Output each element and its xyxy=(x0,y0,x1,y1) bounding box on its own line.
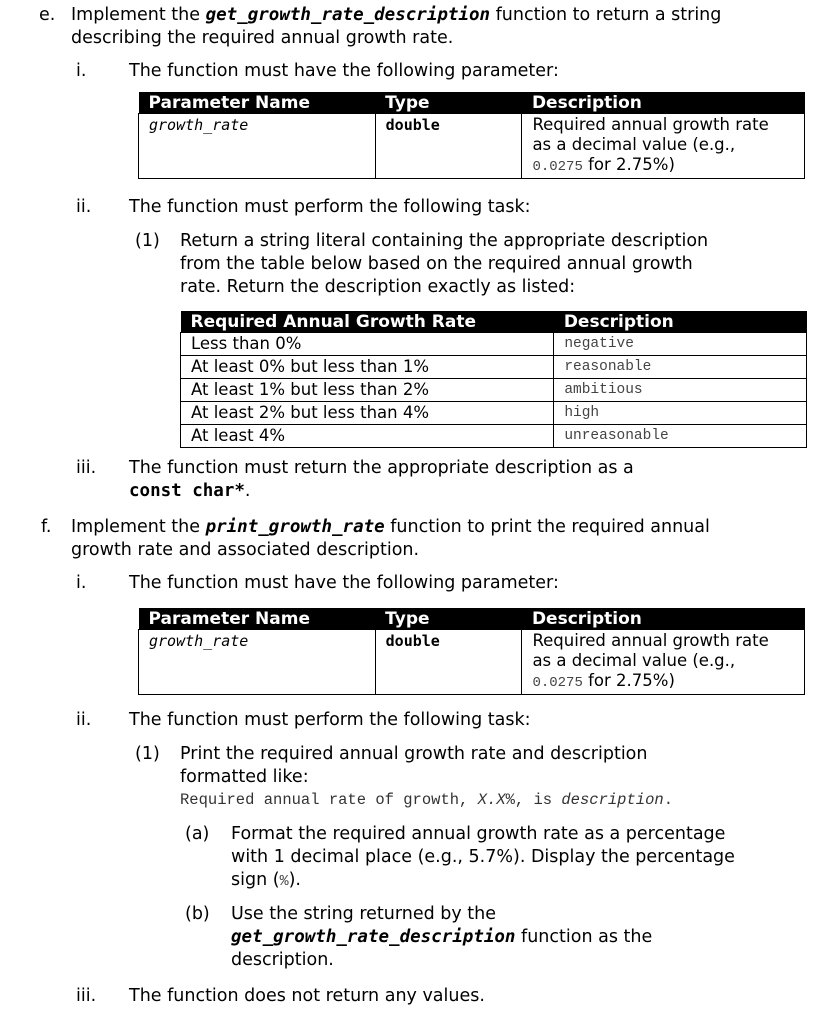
rate-cell: Less than 0% xyxy=(181,333,554,356)
section-f-intro-post: function to print the required annual xyxy=(384,517,710,537)
section-e-iii-line1: The function must return the appropriate description as a xyxy=(129,458,634,478)
sub-b-func-name: get_growth_rate_description xyxy=(231,927,516,947)
header-description: Description xyxy=(522,92,805,114)
section-f-ii-text: The function must perform the following task: xyxy=(129,710,531,730)
section-f-intro-line1 xyxy=(71,516,710,539)
section-e-ii-sub1-line1: Return a string literal containing the appropriate description xyxy=(180,231,709,251)
section-f-intro-line2: growth rate and associated description. xyxy=(71,540,420,560)
const-char-code: const char* xyxy=(129,481,245,501)
format-example xyxy=(180,789,673,812)
param-desc-line3 xyxy=(532,155,794,177)
section-e-marker: e. xyxy=(39,5,56,25)
section-f-ii-sub-b-line3: description. xyxy=(231,950,334,970)
param-desc-tail: for 2.75%) xyxy=(582,155,675,174)
param-desc-cell xyxy=(522,630,805,695)
section-f-iii-marker: iii. xyxy=(76,986,97,1006)
sub-b-line2-post: function as the xyxy=(515,927,653,947)
section-f-iii-text: The function does not return any values. xyxy=(129,986,485,1006)
section-e-func-name: get_growth_rate_description xyxy=(205,5,491,25)
section-f-ii-sub-a-line3 xyxy=(231,869,301,893)
param-desc-line1: Required annual growth rate xyxy=(532,631,769,650)
table-row xyxy=(139,114,805,179)
header-parameter-name: Parameter Name xyxy=(139,92,376,114)
section-e-i-marker: i. xyxy=(76,61,87,81)
rate-desc-cell: high xyxy=(554,402,807,425)
param-desc-cell xyxy=(522,114,805,179)
header-type: Type xyxy=(375,92,522,114)
table-row xyxy=(181,425,807,448)
section-e-i-text: The function must have the following parameter: xyxy=(129,61,559,81)
param-name-cell: growth_rate xyxy=(139,630,376,695)
rate-desc-cell: negative xyxy=(554,333,807,356)
section-f-marker: f. xyxy=(41,517,52,537)
section-f-ii-sub-b-line2 xyxy=(231,926,652,949)
param-desc-code: 0.0275 xyxy=(532,675,583,691)
param-desc-line3 xyxy=(532,671,794,693)
rate-desc-cell: reasonable xyxy=(554,356,807,379)
section-f-ii-sub1-marker: (1) xyxy=(135,744,160,764)
header-rate-description: Description xyxy=(554,311,807,333)
section-e-iii-marker: iii. xyxy=(76,458,97,478)
parameter-table-f xyxy=(138,608,805,695)
table-row xyxy=(181,333,807,356)
section-f-ii-sub-a-line1: Format the required annual growth rate as a percentage xyxy=(231,824,726,844)
section-e-ii-marker: ii. xyxy=(76,197,92,217)
section-e-iii-line2 xyxy=(129,480,250,503)
section-e-ii-text: The function must perform the following task: xyxy=(129,197,531,217)
rate-cell: At least 0% but less than 1% xyxy=(181,356,554,379)
format-end: . xyxy=(663,791,674,809)
rate-desc-cell: unreasonable xyxy=(554,425,807,448)
parameter-table-e xyxy=(138,92,805,179)
param-type-cell: double xyxy=(375,630,522,695)
section-e-ii-sub1-marker: (1) xyxy=(135,231,160,251)
section-f-ii-sub1-line2: formatted like: xyxy=(180,767,309,787)
section-e-ii-sub1-line2: from the table below based on the required annual growth xyxy=(180,254,693,274)
section-f-ii-sub1-line1: Print the required annual growth rate and description xyxy=(180,744,648,764)
table-row xyxy=(139,630,805,695)
section-f-i-text: The function must have the following parameter: xyxy=(129,573,559,593)
sub-a-line3-pre: sign ( xyxy=(231,870,280,890)
param-desc-line2: as a decimal value (e.g., xyxy=(532,651,736,670)
format-pre: Required annual rate of growth, xyxy=(180,791,478,809)
header-description: Description xyxy=(522,608,805,630)
table-row xyxy=(181,356,807,379)
section-e-intro-line2: describing the required annual growth rate. xyxy=(71,28,454,48)
header-required-rate: Required Annual Growth Rate xyxy=(181,311,554,333)
format-x: X.X xyxy=(477,791,506,809)
section-f-intro-pre: Implement the xyxy=(71,517,206,537)
param-type-cell: double xyxy=(375,114,522,179)
section-e-intro-pre: Implement the xyxy=(71,5,206,25)
header-parameter-name: Parameter Name xyxy=(139,608,376,630)
param-desc-code: 0.0275 xyxy=(532,159,583,175)
format-desc: description xyxy=(561,791,664,809)
section-f-ii-sub-a-line2: with 1 decimal place (e.g., 5.7%). Display the percentage xyxy=(231,847,735,867)
section-e-intro-post: function to return a string xyxy=(490,5,722,25)
table-row xyxy=(181,402,807,425)
param-desc-line1: Required annual growth rate xyxy=(532,115,769,134)
rate-cell: At least 4% xyxy=(181,425,554,448)
table-row xyxy=(181,379,807,402)
percent-sign-code: % xyxy=(279,873,289,890)
header-type: Type xyxy=(375,608,522,630)
section-f-func-name: print_growth_rate xyxy=(205,517,385,537)
section-e-intro-line1 xyxy=(71,4,721,27)
section-f-ii-sub-a-marker: (a) xyxy=(185,824,210,844)
param-desc-tail: for 2.75%) xyxy=(582,671,675,690)
section-e-ii-sub1-line3: rate. Return the description exactly as listed: xyxy=(180,277,576,297)
rate-cell: At least 2% but less than 4% xyxy=(181,402,554,425)
section-f-ii-sub-b-line1: Use the string returned by the xyxy=(231,904,497,924)
section-f-ii-sub-b-marker: (b) xyxy=(185,904,210,924)
section-f-ii-marker: ii. xyxy=(76,710,92,730)
format-mid: %, is xyxy=(505,791,562,809)
rate-desc-cell: ambitious xyxy=(554,379,807,402)
param-desc-line2: as a decimal value (e.g., xyxy=(532,135,736,154)
section-e-iii-tail: . xyxy=(244,481,251,501)
rate-cell: At least 1% but less than 2% xyxy=(181,379,554,402)
section-f-i-marker: i. xyxy=(76,573,87,593)
sub-a-line3-post: ). xyxy=(288,870,301,890)
growth-rate-table xyxy=(180,311,807,448)
param-name-cell: growth_rate xyxy=(139,114,376,179)
